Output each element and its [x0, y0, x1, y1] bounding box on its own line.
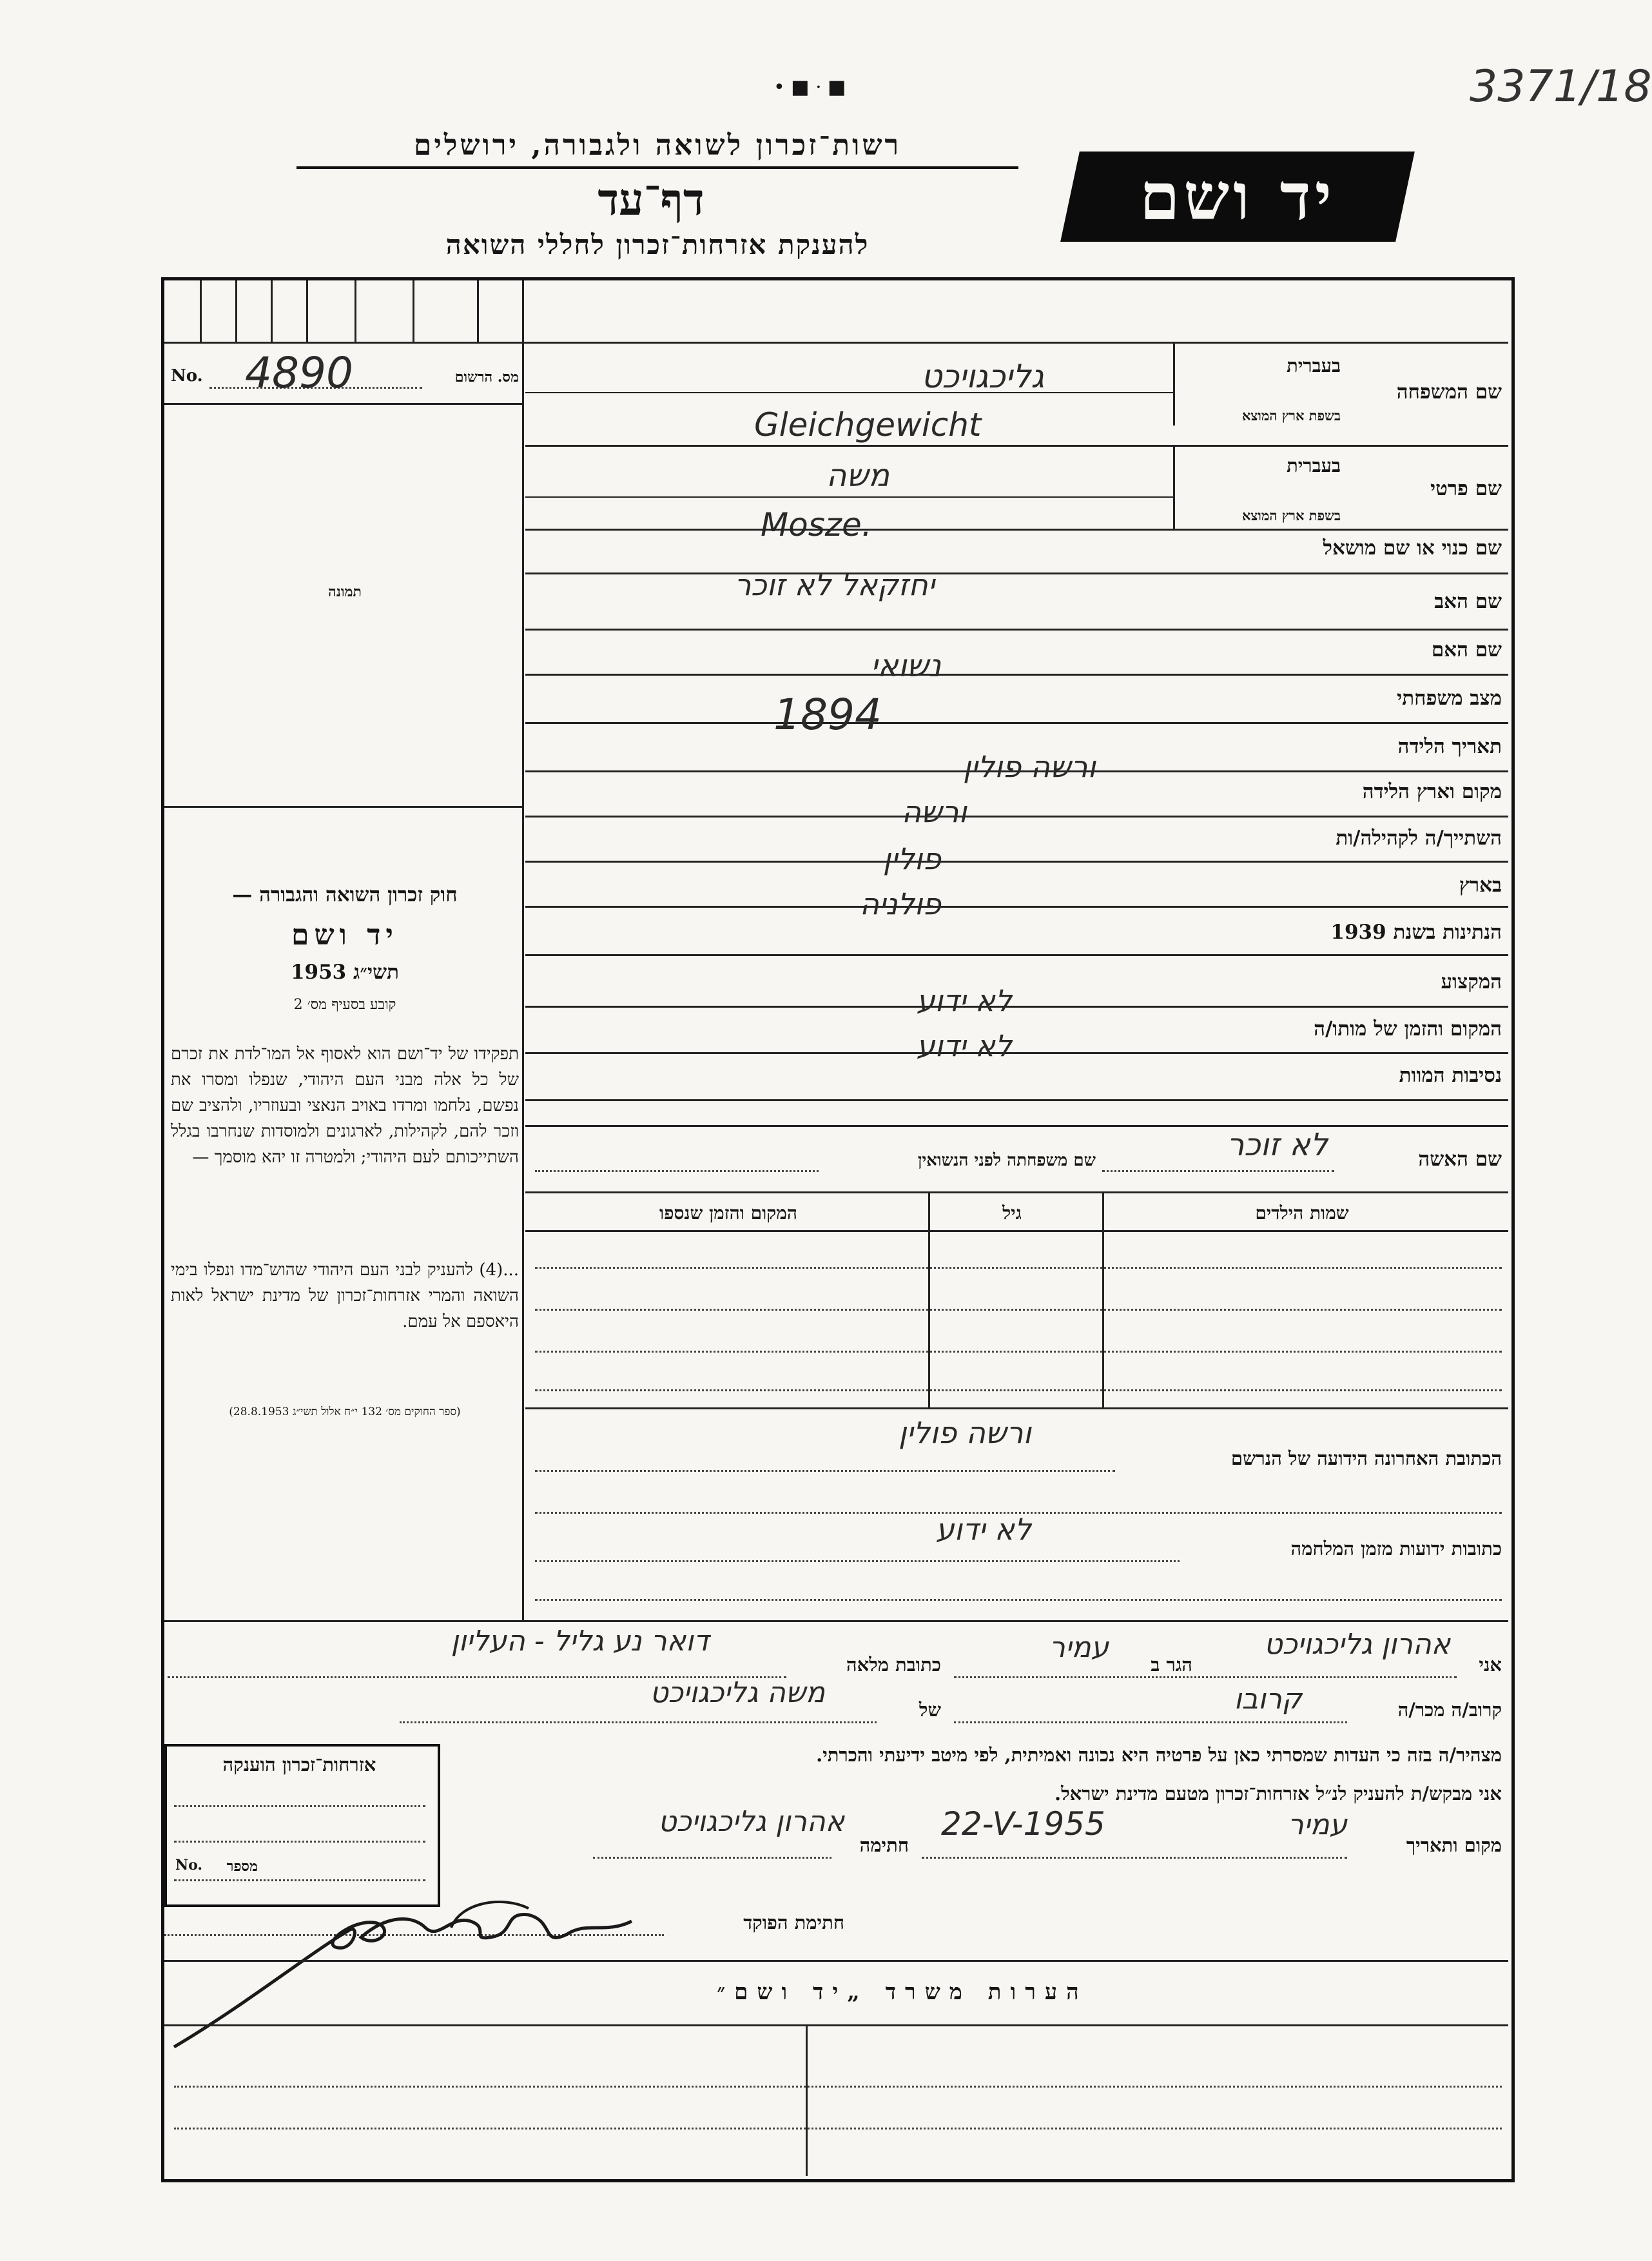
photo-bottom-line: [164, 806, 523, 808]
law-paragraph-1: תפקידו של יד־ושם הוא לאסוף אל המו־לדת את זכרם של כל אלה מבני העם היהודי, שנפלו ומסרו את נפשם, נלחמו ומרדו באויב הנאצי ובעוזריו, ולהציב שם וזכר להם, לקהילות, לארגונים ולמוסדות שנחרבו בגלל השתייכותם לעם היהודי; ולמטרה זו יהא מוסמך —: [171, 1044, 519, 1167]
citizenship-box-line: [174, 1879, 425, 1881]
top-row-line: [164, 342, 1508, 344]
last-address-value[interactable]: ורשה פולין: [899, 1415, 1031, 1450]
registration-row-line: [164, 403, 523, 405]
nickname-label: שם כנוי או שם מושאל: [1323, 536, 1502, 560]
first-origin-label: בשפת ארץ המוצא: [1242, 507, 1341, 524]
request-text: אני מבקש/ת להעניק לנ״ל אזרחות־זכרון מטעם מדינת ישראל.: [1054, 1783, 1502, 1805]
of-value[interactable]: משה גליכגויכט: [650, 1676, 825, 1709]
row-line: [525, 906, 1508, 908]
row-line: [525, 1006, 1508, 1008]
row-line: [525, 722, 1508, 724]
registration-no-label: No.: [171, 366, 203, 386]
citizenship-box-line: [174, 1841, 425, 1843]
row-line: [525, 529, 1508, 531]
office-notes-line: [164, 1960, 1508, 1962]
declarant-name[interactable]: אהרון גליכגויכט: [1264, 1628, 1450, 1661]
box-divider: [355, 280, 356, 342]
country-value[interactable]: פולין: [882, 841, 941, 876]
children-row: [535, 1389, 1502, 1391]
last-address-label: הכתובת האחרונה הידועה של הנרשם: [1230, 1447, 1502, 1469]
father-label: שם האב: [1434, 590, 1502, 613]
box-divider: [235, 280, 237, 342]
relative-value[interactable]: קרובו: [1234, 1683, 1302, 1716]
office-notes-divider: [806, 2024, 808, 2176]
children-row: [535, 1309, 1502, 1311]
marital-status-label: מצב משפחתי: [1397, 687, 1502, 710]
row-line: [525, 629, 1508, 631]
yad-vashem-logo: [1060, 152, 1415, 242]
law-citation: (ספר החוקים מס׳ 132 י״ח אלול תשי״ג 28.8.1953): [229, 1405, 461, 1418]
registration-number[interactable]: 4890: [245, 348, 353, 398]
children-table-top: [525, 1191, 1508, 1193]
law-title: חוק זכרון השואה והגבורה —: [232, 883, 458, 906]
row-line: [525, 861, 1508, 863]
row-line: [525, 954, 1508, 956]
children-row: [535, 1267, 1502, 1269]
children-row: [535, 1351, 1502, 1353]
family-name-origin-value[interactable]: Gleichgewicht: [754, 406, 982, 444]
mother-label: שם האם: [1431, 638, 1502, 661]
family-hebrew-label: בעברית: [1287, 355, 1341, 377]
wife-maiden-label: שם משפחתה לפני הנשואין: [917, 1151, 1096, 1170]
death-circumstances-value[interactable]: לא ידוע: [916, 1028, 1012, 1063]
law-name: יד ושם: [291, 919, 398, 952]
country-label: בארץ: [1459, 874, 1502, 897]
citizenship-1939-label: הנתינות בשנת 1939: [1330, 921, 1502, 944]
citizenship-box-line: [174, 1805, 425, 1807]
first-name-label: שם פרטי: [1430, 477, 1502, 500]
box-divider: [271, 280, 273, 342]
office-notes-row: [174, 2086, 1502, 2088]
box-divider: [200, 280, 202, 342]
relative-line: [954, 1721, 1347, 1723]
citizenship-box-no-label: No.: [175, 1857, 203, 1874]
war-address-line-2: [535, 1599, 1502, 1601]
wife-section-line: [525, 1125, 1508, 1127]
signature-label: חתימה: [859, 1834, 909, 1856]
place-value[interactable]: עמיר: [1287, 1808, 1347, 1841]
birth-place-value[interactable]: ורשה פולין: [963, 749, 1096, 784]
children-header-line: [525, 1230, 1508, 1232]
label-column-divider: [1173, 342, 1175, 426]
signature-value[interactable]: אהרון גליכגויכט: [658, 1805, 844, 1838]
war-address-label: כתובות ידועות מזמן המלחמה: [1290, 1538, 1502, 1560]
row-line: [525, 1099, 1508, 1101]
last-address-line: [535, 1470, 1115, 1472]
children-col-divider: [1102, 1191, 1104, 1407]
authority-title: רשות־זכרון לשואה ולגבורה, ירושלים: [413, 129, 902, 162]
children-col-divider: [928, 1191, 930, 1407]
children-age-header: גיל: [1002, 1202, 1022, 1224]
family-name-heb-value[interactable]: גליכגויכט: [921, 358, 1044, 395]
children-names-header: שמות הילדים: [1255, 1202, 1349, 1224]
war-address-value[interactable]: לא ידוע: [935, 1512, 1031, 1547]
office-notes-row: [174, 2128, 1502, 2129]
first-hebrew-label: בעברית: [1287, 455, 1341, 476]
declarant-line: [954, 1676, 1457, 1678]
row-line: [525, 674, 1508, 676]
death-place-value[interactable]: לא ידוע: [916, 983, 1012, 1018]
authority-underline: [296, 166, 1018, 169]
place-date-line: [922, 1857, 1347, 1859]
father-value[interactable]: יחזקאל לא זוכר: [734, 567, 935, 602]
first-name-heb-value[interactable]: משה: [826, 458, 889, 494]
marital-status-value[interactable]: נשואי: [870, 648, 941, 684]
war-address-line: [535, 1560, 1180, 1562]
officer-signature-label: חתימת הפוקד: [743, 1912, 844, 1933]
citizenship-granted-title: אזרחות־זכרון הוענקה: [222, 1754, 376, 1776]
box-divider: [477, 280, 479, 342]
relative-label: קרוב/ה מכר/ה: [1397, 1699, 1502, 1721]
signature-line: [593, 1857, 831, 1859]
birth-date-label: תאריך הלידה: [1397, 735, 1502, 758]
top-mark: • ■ · ■: [773, 76, 846, 99]
resides-value[interactable]: עמיר: [1049, 1631, 1109, 1664]
office-notes-title: הערות משרד „יד ושם״: [717, 1979, 1088, 2005]
birth-date-value[interactable]: 1894: [773, 690, 882, 739]
form-subtitle: להענקת אזרחות־זכרון לחללי השואה: [445, 229, 870, 260]
box-divider: [306, 280, 308, 342]
maiden-name-line: [535, 1170, 819, 1172]
community-label: השתייך/ה לקהילה/ות: [1336, 827, 1502, 850]
law-clause: קובע בסעיף מס׳ 2: [293, 997, 396, 1013]
of-label: של: [918, 1699, 941, 1721]
wife-value[interactable]: לא זוכר: [1227, 1127, 1328, 1163]
label-column-divider: [1173, 445, 1175, 529]
children-place-header: המקום והזמן שנספו: [659, 1202, 797, 1224]
logo-text: יד ושם: [1140, 159, 1336, 235]
law-year: תשי״ג 1953: [290, 961, 400, 984]
death-circumstances-label: נסיבות המוות: [1399, 1064, 1502, 1087]
left-column-divider: [522, 280, 524, 1620]
family-name-label: שם המשפחה: [1396, 380, 1502, 404]
wife-label: שם האשה: [1418, 1148, 1502, 1171]
law-paragraph-2: ...(4) להעניק לבני העם היהודי שהוש־מדו ונפלו בימי השואה והמרי אזרחות־זכרון של מדינת ישראל לאות היאספם אל עמם.: [171, 1260, 519, 1331]
declaration-section-line: [164, 1620, 1508, 1622]
date-value[interactable]: 22-V-1955: [941, 1805, 1105, 1843]
citizenship-box-number-label: מספר: [226, 1858, 258, 1875]
birth-place-label: מקום וארץ הלידה: [1362, 780, 1502, 803]
row-line: [525, 496, 1173, 498]
resides-label: הגר ב: [1151, 1654, 1192, 1676]
first-name-origin-value[interactable]: Mosze.: [761, 506, 872, 543]
row-line: [525, 1052, 1508, 1054]
declarant-i-label: אני: [1479, 1654, 1502, 1676]
full-address-value[interactable]: דואר נע גליל - העליון: [451, 1625, 709, 1658]
row-line: [525, 445, 1508, 447]
archive-number: 3371/18: [1470, 61, 1652, 112]
registration-label: מס. הרשום: [454, 369, 519, 386]
community-value[interactable]: ורשה: [901, 794, 967, 829]
place-date-label: מקום ותאריך: [1406, 1834, 1502, 1856]
profession-label: המקצוע: [1441, 970, 1502, 993]
death-place-label: המקום והזמן של מותו/ה: [1314, 1017, 1502, 1041]
full-address-label: כתובת מלאה: [846, 1654, 941, 1676]
citizenship-1939-value[interactable]: פולניה: [859, 886, 941, 921]
declaration-text: מצהיר/ה בזה כי העדות שמסרתי כאן על פרטיה היא נכונה ואמיתית, לפי מיטב ידיעתי והכרתי.: [816, 1744, 1502, 1766]
children-table-bottom: [525, 1407, 1508, 1409]
of-line: [400, 1721, 877, 1723]
box-divider: [413, 280, 414, 342]
row-line: [525, 816, 1508, 817]
photo-label: תמונה: [328, 583, 362, 600]
family-origin-label: בשפת ארץ המוצא: [1242, 407, 1341, 424]
wife-line: [1102, 1170, 1334, 1172]
row-line: [525, 392, 1173, 393]
form-title: דף־עד: [598, 174, 705, 226]
office-notes-header-line: [164, 2024, 1508, 2026]
